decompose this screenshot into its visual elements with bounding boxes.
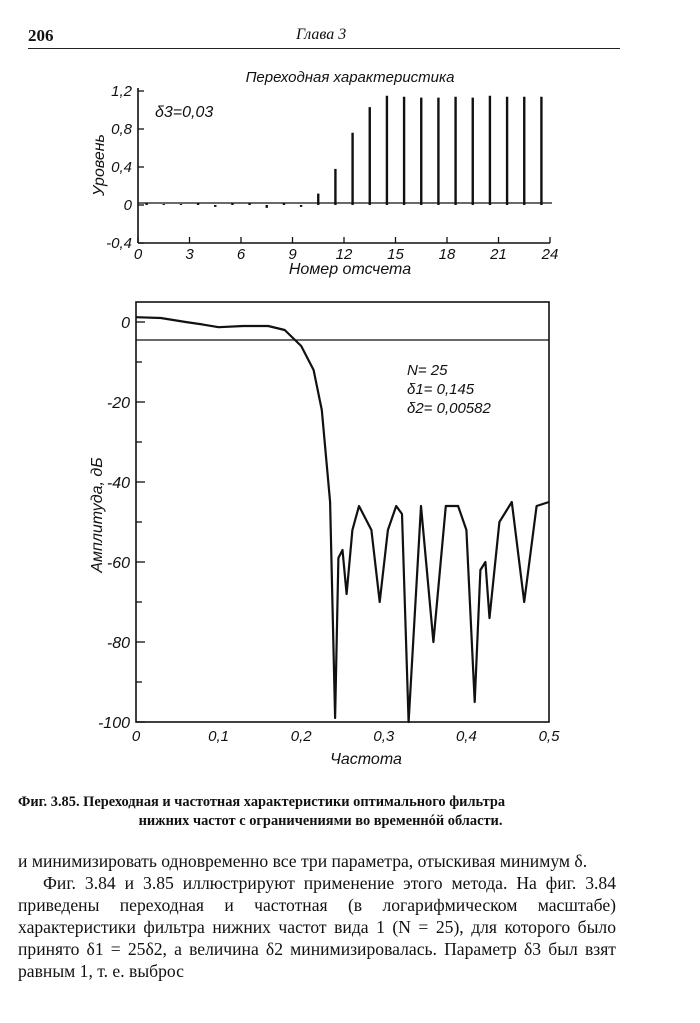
amp-ytick-label: -80 xyxy=(106,635,130,652)
step-xtick-label: 0 xyxy=(133,246,143,263)
delta2-annotation: δ2= 0,00582 xyxy=(407,400,491,417)
step-ytick-label: 1,2 xyxy=(111,83,132,100)
amp-xtick-label: 0,5 xyxy=(538,728,560,745)
delta3-annotation: δ3=0,03 xyxy=(155,104,214,121)
step-response-chart xyxy=(70,60,590,285)
amplitude-curve xyxy=(136,317,549,722)
page-number: 206 xyxy=(28,26,54,45)
amp-xtick-label: 0,3 xyxy=(373,728,395,745)
caption-line-1: Фиг. 3.85. Переходная и частотная характеристики оптимального фильтра xyxy=(18,794,506,810)
step-ytick-label: 0,4 xyxy=(111,159,132,176)
amp-xtick-label: 0,2 xyxy=(290,728,312,745)
step-xtick-label: 3 xyxy=(185,246,194,263)
amp-ytick-label: -60 xyxy=(106,555,130,572)
step-xtick-label: 9 xyxy=(288,246,297,263)
amp-xtick-label: 0,1 xyxy=(208,728,230,745)
amp-xtick-label: 0 xyxy=(131,728,141,745)
body-text xyxy=(18,850,616,982)
step-ytick-label: 0,8 xyxy=(111,121,132,138)
n-annotation: N= 25 xyxy=(407,362,448,379)
amp-ylabel: Амплитуда, дБ xyxy=(89,457,106,573)
amp-plot-frame xyxy=(136,302,549,722)
step-xtick-label: 21 xyxy=(490,246,507,263)
step-xtick-label: 18 xyxy=(438,246,456,263)
amp-xtick-label: 0,4 xyxy=(455,728,477,745)
paragraph-2: Фиг. 3.84 и 3.85 иллюстрируют применение этого метода. На фиг. 3.84 приведены переходная и частотная (в логарифмическом масштабе) характеристики фильтра нижних частот вида 1 (N = 25), для которого было принято δ1 = 25δ2, а величина δ2 минимизировалась. Параметр δ3 был взят равным 1, т. е. выброс xyxy=(18,873,616,981)
step-chart-title: Переходная характеристика xyxy=(245,69,455,86)
step-ytick-label: 0 xyxy=(123,197,132,214)
step-xlabel: Номер отсчета xyxy=(288,261,412,278)
step-ytick-label: -0,4 xyxy=(106,235,132,252)
step-xtick-label: 6 xyxy=(236,246,246,263)
caption-line-2: нижних частот с ограничениями во временнóй области. xyxy=(138,813,503,829)
step-xtick-label: 15 xyxy=(387,246,404,263)
header-rule xyxy=(28,48,620,49)
amp-ytick-label: 0 xyxy=(121,315,130,332)
delta1-annotation: δ1= 0,145 xyxy=(407,381,475,398)
figure-caption xyxy=(18,793,623,831)
amp-xlabel: Частота xyxy=(330,751,402,768)
step-xtick-label: 24 xyxy=(541,246,559,263)
paragraph-1: и минимизировать одновременно все три параметра, отыскивая минимум δ. xyxy=(18,851,588,871)
step-xtick-label: 12 xyxy=(335,246,353,263)
running-title: Глава 3 xyxy=(296,26,347,43)
amp-ytick-label: -20 xyxy=(106,395,130,412)
amplitude-response-chart xyxy=(70,290,570,775)
amp-ytick-label: -40 xyxy=(106,475,130,492)
amp-ytick-label: -100 xyxy=(97,715,130,732)
step-ylabel: Уровень xyxy=(91,134,108,196)
